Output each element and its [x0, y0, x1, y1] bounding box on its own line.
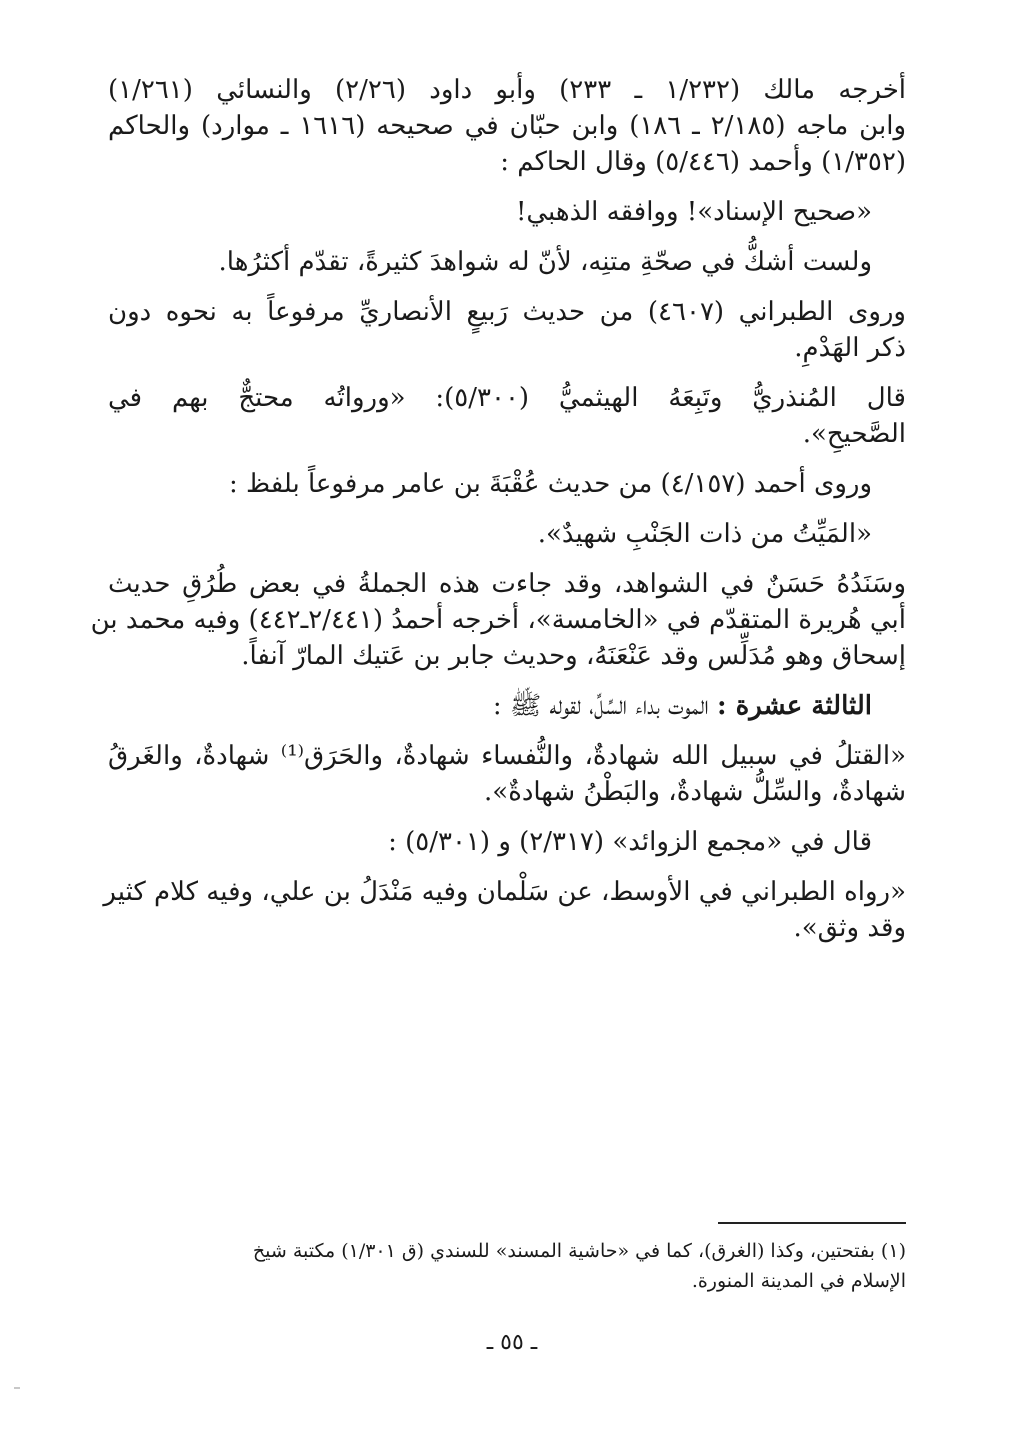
text-line-2: وابن ماجه (٢/١٨٥ ـ ١٨٦) وابن حبّان في صحيحه (١٦١٦ ـ موارد) والحاكم [108, 111, 906, 141]
text-line-12: وسَنَدُهُ حَسَنٌ في الشواهد، وقد جاءت هذه الجملةُ في بعض طُرُقِ حديث [108, 569, 907, 599]
text-line-19: «رواه الطبراني في الأوسط، عن سَلْمان وفيه مَنْدَلُ بن علي، وفيه كلام كثير [103, 877, 906, 907]
text-line-13: أبي هُريرة المتقدّم في «الخامسة»، أخرجه أحمدُ (٢/٤٤١ـ٤٤٢) وفيه محمد بن [90, 605, 906, 635]
scan-artifact [14, 1387, 20, 1389]
main-text [90, 72, 907, 946]
footnote-divider [718, 1222, 906, 1224]
text-line-16: «القتلُ في سبيل الله شهادةٌ، والنُّفساء شهادةٌ، والحَرَق⁽¹⁾ شهادةٌ، والغَرقُ [108, 741, 906, 771]
footnote-line-1: (١) بفتحتين، وكذا (الغرق)، كما في «حاشية المسند» للسندي (ق ١/٣٠١) مكتبة شيخ [252, 1240, 906, 1262]
section-heading-text: الموت بداء السِّلِّ، لقوله ﷺ : [492, 691, 709, 721]
text-line-4: «صحيح الإسناد»! ووافقه الذهبي! [515, 197, 872, 227]
text-line-9: الصَّحيحِ». [802, 419, 906, 449]
text-line-3: (١/٣٥٢) وأحمد (٥/٤٤٦) وقال الحاكم : [500, 147, 906, 177]
page-number: ـ ٥٥ ـ [486, 1330, 538, 1355]
text-line-18: قال في «مجمع الزوائد» (٢/٣١٧) و (٥/٣٠١) : [388, 827, 872, 857]
section-heading-line [108, 688, 906, 724]
section-heading-label: الثالثة عشرة : [717, 691, 872, 721]
text-line-8: قال المُنذريُّ وتَبِعَهُ الهيثميُّ (٥/٣٠٠): «ورواتُه محتجٌّ بهم في [108, 383, 906, 413]
footnote-line-2: الإسلام في المدينة المنورة. [691, 1270, 906, 1292]
text-line-20: وقد وثق». [793, 913, 906, 943]
footnotes [108, 1236, 906, 1296]
text-line-7: ذكر الهَدْمِ. [794, 333, 906, 363]
text-line-10: وروى أحمد (٤/١٥٧) من حديث عُقْبَةَ بن عامر مرفوعاً بلفظ : [229, 469, 872, 499]
text-line-1: أخرجه مالك (١/٢٣٢ ـ ٢٣٣) وأبو داود (٢/٢٦) والنسائي (١/٢٦١) [108, 75, 906, 105]
text-line-11: «المَيِّتُ من ذات الجَنْبِ شهيدٌ». [537, 519, 872, 549]
text-line-17: شهادةٌ، والسِّلُّ شهادةٌ، والبَطْنُ شهادةٌ». [484, 777, 906, 807]
text-line-6: وروى الطبراني (٤٦٠٧) من حديث رَبيعٍ الأنصاريِّ مرفوعاً به نحوه دون [108, 297, 906, 327]
text-line-5: ولست أشكُّ في صحّةِ متنِه، لأنّ له شواهدَ كثيرةً، تقدّم أكثرُها. [218, 247, 872, 277]
text-line-14: إسحاق وهو مُدَلِّس وقد عَنْعَنَهُ، وحديث جابر بن عَتيك المارّ آنفاً. [241, 641, 906, 671]
